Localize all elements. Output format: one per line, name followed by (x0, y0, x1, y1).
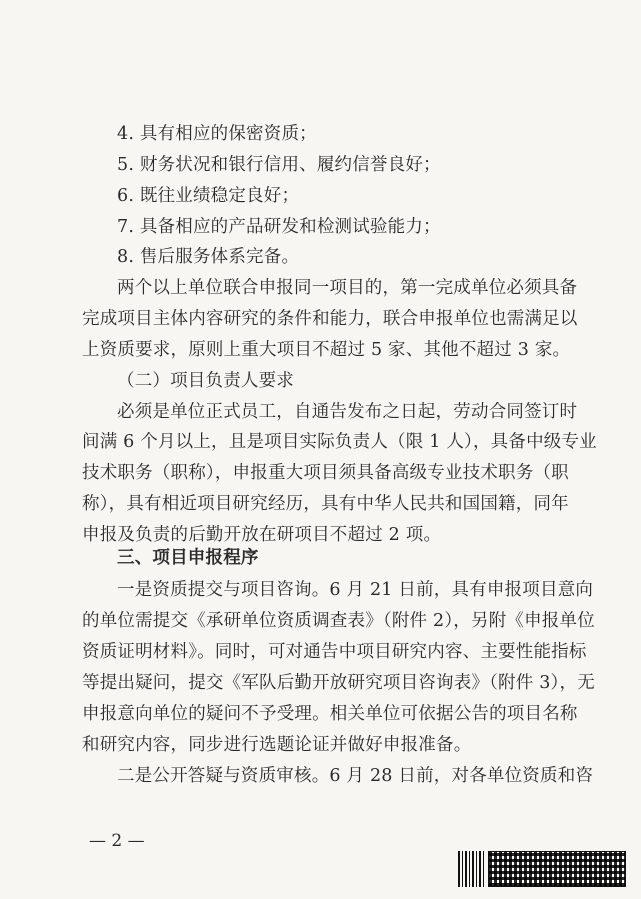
requirement-item-6: 6. 既往业绩稳定良好； (117, 186, 300, 206)
requirement-item-7: 7. 具备相应的产品研发和检测试验能力； (117, 217, 441, 237)
requirement-item-5: 5. 财务状况和银行信用、履约信誉良好； (117, 155, 441, 175)
paragraph-line: 间满 6 个月以上，且是项目实际负责人（限 1 人），具备中级专业 (82, 432, 597, 452)
paragraph-line: 技术职务（职称），申报重大项目须具备高级专业技术职务（职 (82, 463, 569, 483)
paragraph-line: 完成项目主体内容研究的条件和能力，联合申报单位也需满足以 (82, 309, 578, 329)
paragraph-line: 称），具有相近项目研究经历，具有中华人民共和国国籍，同年 (82, 494, 569, 514)
paragraph-line: 一是资质提交与项目咨询。6 月 21 日前，具有申报项目意向 (117, 580, 594, 600)
paragraph-line: 申报意向单位的疑问不予受理。相关单位可依据公告的项目名称 (82, 704, 578, 724)
paragraph-line: 上资质要求，原则上重大项目不超过 5 家、其他不超过 3 家。 (82, 340, 571, 360)
requirement-item-8: 8. 售后服务体系完备。 (117, 247, 300, 267)
paragraph-line: 等提出疑问，提交《军队后勤开放研究项目咨询表》（附件 3），无 (82, 673, 595, 693)
paragraph-line: 和研究内容，同步进行选题论证并做好申报准备。 (82, 735, 472, 755)
paragraph-line: 资质证明材料》。同时，可对通告中项目研究内容、主要性能指标 (82, 642, 587, 662)
barcode-icon (458, 851, 626, 887)
paragraph-line: 申报及负责的后勤开放在研项目不超过 2 项。 (82, 525, 442, 545)
subsection-heading: （二）项目负责人要求 (117, 371, 294, 391)
section-heading: 三、项目申报程序 (117, 548, 259, 568)
requirement-item-4: 4. 具有相应的保密资质； (117, 124, 317, 144)
paragraph-line: 的单位需提交《承研单位资质调查表》（附件 2），另附《申报单位 (82, 611, 595, 631)
linear-barcode-icon (458, 851, 486, 887)
paragraph-line: 二是公开答疑与资质审核。6 月 28 日前，对各单位资质和咨 (117, 766, 594, 786)
matrix-code-icon (488, 851, 626, 887)
page-number: — 2 — (89, 831, 145, 851)
paragraph-line: 必须是单位正式员工，自通告发布之日起，劳动合同签订时 (117, 402, 578, 422)
paragraph-line: 两个以上单位联合申报同一项目的，第一完成单位必须具备 (117, 278, 578, 298)
